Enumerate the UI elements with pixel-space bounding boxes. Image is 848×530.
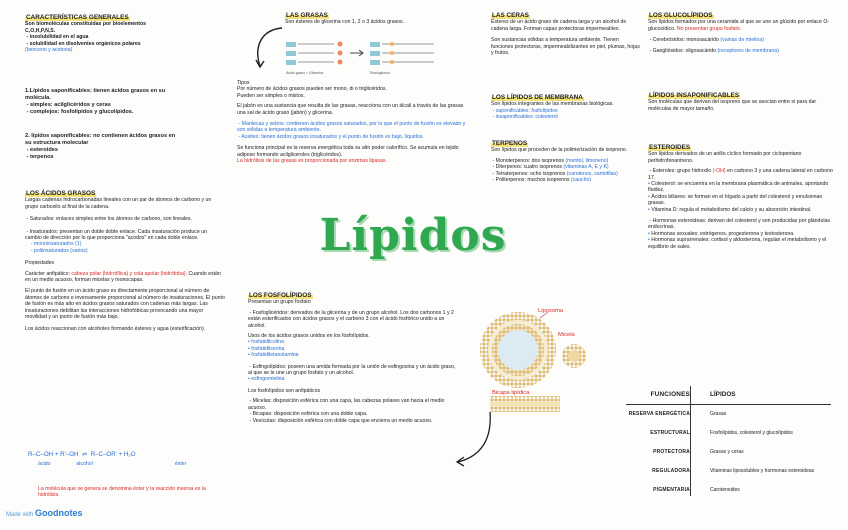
list-item: • Colesterol: se encuentra en la membrana plasmática de animales, aportando fluidez. [648,181,833,194]
table-header-lipids: LÍPIDOS [710,391,736,398]
fosfo-p5: - Micelas: disposición esférica con una capa, las cabezas polares van hacia el medio acuoso. - Bicapas: disposición esférica con una doble capa. - Vesículas: disposición esférica con doble capa que encierra un medio acuoso. [248,398,445,424]
insap-line: 2. lípidos saponificables: no contienen ácidos grasos en [25,133,176,139]
acidos-p3: - Insaturados: presentan un doble doble enlace. Cada insaturación produce un cambio de dirección por lo que proporciona "acodos" en cada doble enlace. [25,228,209,242]
generales-line: - insolubilidad en el agua [25,34,89,41]
table-row: ESTRUCTURAL Fosfolípidos, colesterol y glucolípidos [650,429,793,436]
fosfo-intro: Presentan un grupo fosfato [248,299,311,306]
fosfo-p4: Los fosfolípidos son anfipáticos [248,387,321,394]
grasas-section [237,80,470,164]
table-row: RESERVA ENERGÉTICA Grasas [628,410,727,417]
fosfo-p1: - Fosfoglicéridos: derivados de la glicerina y de un grupo alcohol. Los dos carbonos 1 y 2 están esterificados con ácidos grasos y el carbono 3 con el ácido fosfórico unido a un alcohol. [248,309,456,329]
membrana-heading: LOS LÍPIDOS DE MEMBRANA [492,94,583,101]
terpenos-p1: Son lípidos que proceden de la polimerización de isopreno. [491,147,628,154]
acidos-p5: El punto de fusión en un ácido graso es directamente proporcional al número de átomos de carbono e inversamente proporcional al número de insaturaciones. El punto de fusión es más alto en ácidos grasos saturados con cadenas más largas. Las insaturaciones debilitan las interacciones hidrofóbicas provocando una mayor movilidad y un punto de fusión más bajo. [25,288,227,321]
list-item: • fosfatidilserina [248,346,460,352]
gluco-item: - Gangliósidos: oligosacárido (receptores de membrana) [648,47,779,54]
membrana-blue1: - saponificables: fosfolípidos [491,107,558,114]
ester-p2: - Esteroles: grupo hidroxilo (-OH) en carbono 3 y una cadena lateral en carbono 17. [648,168,835,181]
terpenos-item: - Tetraterpenos: ocho isoprenos (carotenos, xantofilas) [491,170,618,177]
fosfolipidos-section [248,292,460,424]
acidos-p6: Los ácidos reaccionan con alcoholes formando ésteres y agua (esterificación). [25,325,206,332]
ester-p3: - Hormonas esteroideas: derivan del colesterol y son producidas por glándulas endocrinas. [648,218,832,231]
gluco-p1: Son lípidos formados por una ceramida al que se une un glúcido por enlace O-glucosídico. No presentan grupo fosfato. [648,19,830,32]
grasas-header [285,12,405,26]
table-divider [626,404,831,405]
esteroides-section [648,144,833,250]
ceras-p1: Ésteres de un ácido graso de cadena larga y un alcohol de cadena larga. Forman capas protectoras impermeables. [491,19,628,32]
acidos-p4: Carácter anfipático: cabeza polar (hidrofílica) y cola apolar (hidrófoba). Cuando están en un medio acuoso, forman micelas y monocapas. [25,270,223,284]
curved-arrow-icon [452,408,497,468]
terpenos-heading: TERPENOS [492,140,528,147]
generales-blue: (benceno y acetona) [25,47,73,54]
reaction-label-alcohol: alcohol [76,461,93,468]
ceras-section [491,12,641,56]
terpenos-item: - Diterpenos: cuatro isoprenos (vitaminas A, E y K) [491,164,609,171]
list-item: • esfingomielina [248,376,460,382]
grasas-heading: LAS GRASAS [286,12,328,19]
list-item: • fosfatidilcolina [248,339,460,345]
sap-line: molécula. [25,95,51,101]
acidos-p1: Largas cadenas hidrocarbonadas lineales con un par de átomos de carbono y un grupo carboxilo al final de la cadena. [25,197,213,210]
ester-note: La molécula que se genera se denomina éster y la reacción inversa es la hidrólisis. [38,486,208,499]
page-title: Lípidos [319,210,507,261]
list-item: • Ácidos biliares: se forman en el hígado a partir del colesterol y emulsionan grasas. [648,194,833,207]
table-divider [690,386,691,496]
esteroides-heading: ESTEROIDES [649,144,691,151]
goodnotes-watermark: Made with Goodnotes [6,508,83,518]
acidos-p2: - Saturados: enlaces simples entre los átomos de carbono, son lineales. [25,216,192,223]
insap-heading: LÍPIDOS INSAPONIFICABLES [649,92,740,99]
generales-section [25,14,225,53]
saponificables-section [25,88,225,116]
fosfolipidos-heading: LOS FOSFOLÍPIDOS [249,292,312,299]
insap-line: - esteroides [25,147,58,153]
generales-line: C,O,H,P,N,S. [25,27,56,34]
generales-line: - solubilidad en disolventes orgánicos polares [25,40,141,47]
props-title: Propiedades [25,260,55,267]
list-item: • Vitamina D: regula el metabolismo del calcio y su absorción intestinal. [648,207,833,213]
membrana-p1: Son lípidos integrantes de las membranas biológicas. [491,101,614,108]
reaction-label-ester: éster [174,461,187,468]
terpenos-section [491,140,641,183]
grasas-blue2: - Aceites: tienen ácidos grasos insaturados y el punto de fusión es bajo, líquidos. [237,133,424,140]
sap-line: 1.Lípidos saponificables: tienen ácidos grasos en su [25,88,166,94]
acidos-blue2: - poliinsaturados (varios) [25,247,88,254]
ceras-heading: LAS CERAS [492,12,529,19]
acidos-heading: LOS ÁCIDOS GRASOS [26,190,96,197]
acidos-section [25,190,225,332]
list-item: • Hormonas suprarrenales: cortisol y aldosterona, regulan el metabolismo y el equilibrio de sales. [648,237,833,250]
insap-line: - terpenos [25,154,54,160]
glucolipidos-section [648,12,833,54]
triglyceride-captions: Ácido graso + Glicerina Triacilglicerol [286,71,391,75]
lipid-structures-figure [470,298,595,418]
micela-label: Micela [558,332,575,338]
triglyceride-diagram [284,38,444,72]
ester-p1: Son lípidos derivados de un anillo cíclico formado por ciclopentano perhidrofenantreno. [648,151,803,164]
list-item: • fosfatidiletanolamina [248,352,460,358]
table-row: PROTECTORA Grasas y ceras [653,448,744,455]
liposoma-label: Liposoma [538,308,564,314]
list-item: • Hormonas sexuales: estrógenos, progesterona y testosterona. [648,231,833,237]
table-header-functions: FUNCIONES [650,391,690,398]
table-header [620,385,835,404]
grasas-p1: Tipos Por número de ácidos grasos pueden ser mono, di o triglicéridos. Pueden ser simples o mixtos. [237,80,387,99]
grasas-p3: Se funciona principal es la reserva energética toda su alto poder calorífico. Se acumula en tejido adiposo formando acilgliceroles (triglicéridos). [237,145,460,158]
grasas-intro: Son ésteres de glicerina con 1, 2 o 3 ácidos grasos. [285,19,405,26]
table-row: REGULADORA Vitaminas liposolubles y hormonas esteroideas [652,467,815,474]
insap-p1: Son moléculas que derivan del isopreno que se asocian entre sí para dar moléculas de mayor tamaño. [648,99,818,112]
table-row: PIGMENTARIA Carotenoides [653,486,740,493]
fosfo-p2: Usos de los ácidos grasos unidos en los fosfolípidos. [248,333,370,340]
gluco-item: - Cerebrósidos: monosacárido (vainas de mielina) [648,37,764,44]
membrana-section [491,94,641,121]
grasas-p2: El jabón es una sustancia que resulta de las grasas, reacciona con un álcali a través de las grasas una sal de ácido graso (jabón) y glicerina. [237,103,465,116]
generales-line: Son biomoléculas constituidas por bioelementos [25,21,147,28]
grasas-blue: - Mantecas y sebos: contienen ácidos grasos saturados, por lo que el punto de fusión es elevado y son sólidas a temperatura ambiente. [237,121,467,134]
glucolipidos-heading: LOS GLUCOLÍPIDOS [649,12,713,19]
ceras-p2: Son sustancias sólidas a temperatura ambiente. Tienen funciones protectoras, impermeabilizantes en piel, plumas, hojas y frutos. [491,37,642,57]
esterification-reaction [28,452,228,468]
membrana-blue2: - insaponificables: colesterol [491,114,558,121]
reaction-formula: R–C–OH + R'–OH ⇌ R–C–OR' + H₂O [28,451,136,458]
terpenos-item: - Politerpenos: muchos isoprenos (caucho) [491,177,592,184]
terpenos-item: - Monoterpenos: dos isoprenos (mentol, limoneno) [491,157,609,164]
insap-line: su estructura molecular [25,140,89,146]
acidos-blue1: - monoinsaturados (1) [25,241,82,248]
insaponificables-section [25,133,225,161]
curved-arrow-icon [250,24,286,70]
reaction-label-acid: ácido [38,461,51,468]
functions-table [620,385,835,499]
bicapa-label: Bicapa lipídica [492,390,530,396]
sap-line: - simples: acilglicéridos y ceras [25,102,111,108]
grasas-red: La hidrólisis de las grasas es proporcionada por enzimas lipasas. [237,158,387,165]
fosfo-p3: - Esfingolípidos: poseen una amida formada por la unión de esfingosina y un ácido graso, al que se le une un grupo fosfato y un alcohol. [248,363,457,377]
sap-line: - complejos: fosfolípidos y glucolípidos. [25,109,134,115]
insap-section [648,92,833,112]
generales-heading: CARACTERÍSTICAS GENERALES [26,14,129,21]
